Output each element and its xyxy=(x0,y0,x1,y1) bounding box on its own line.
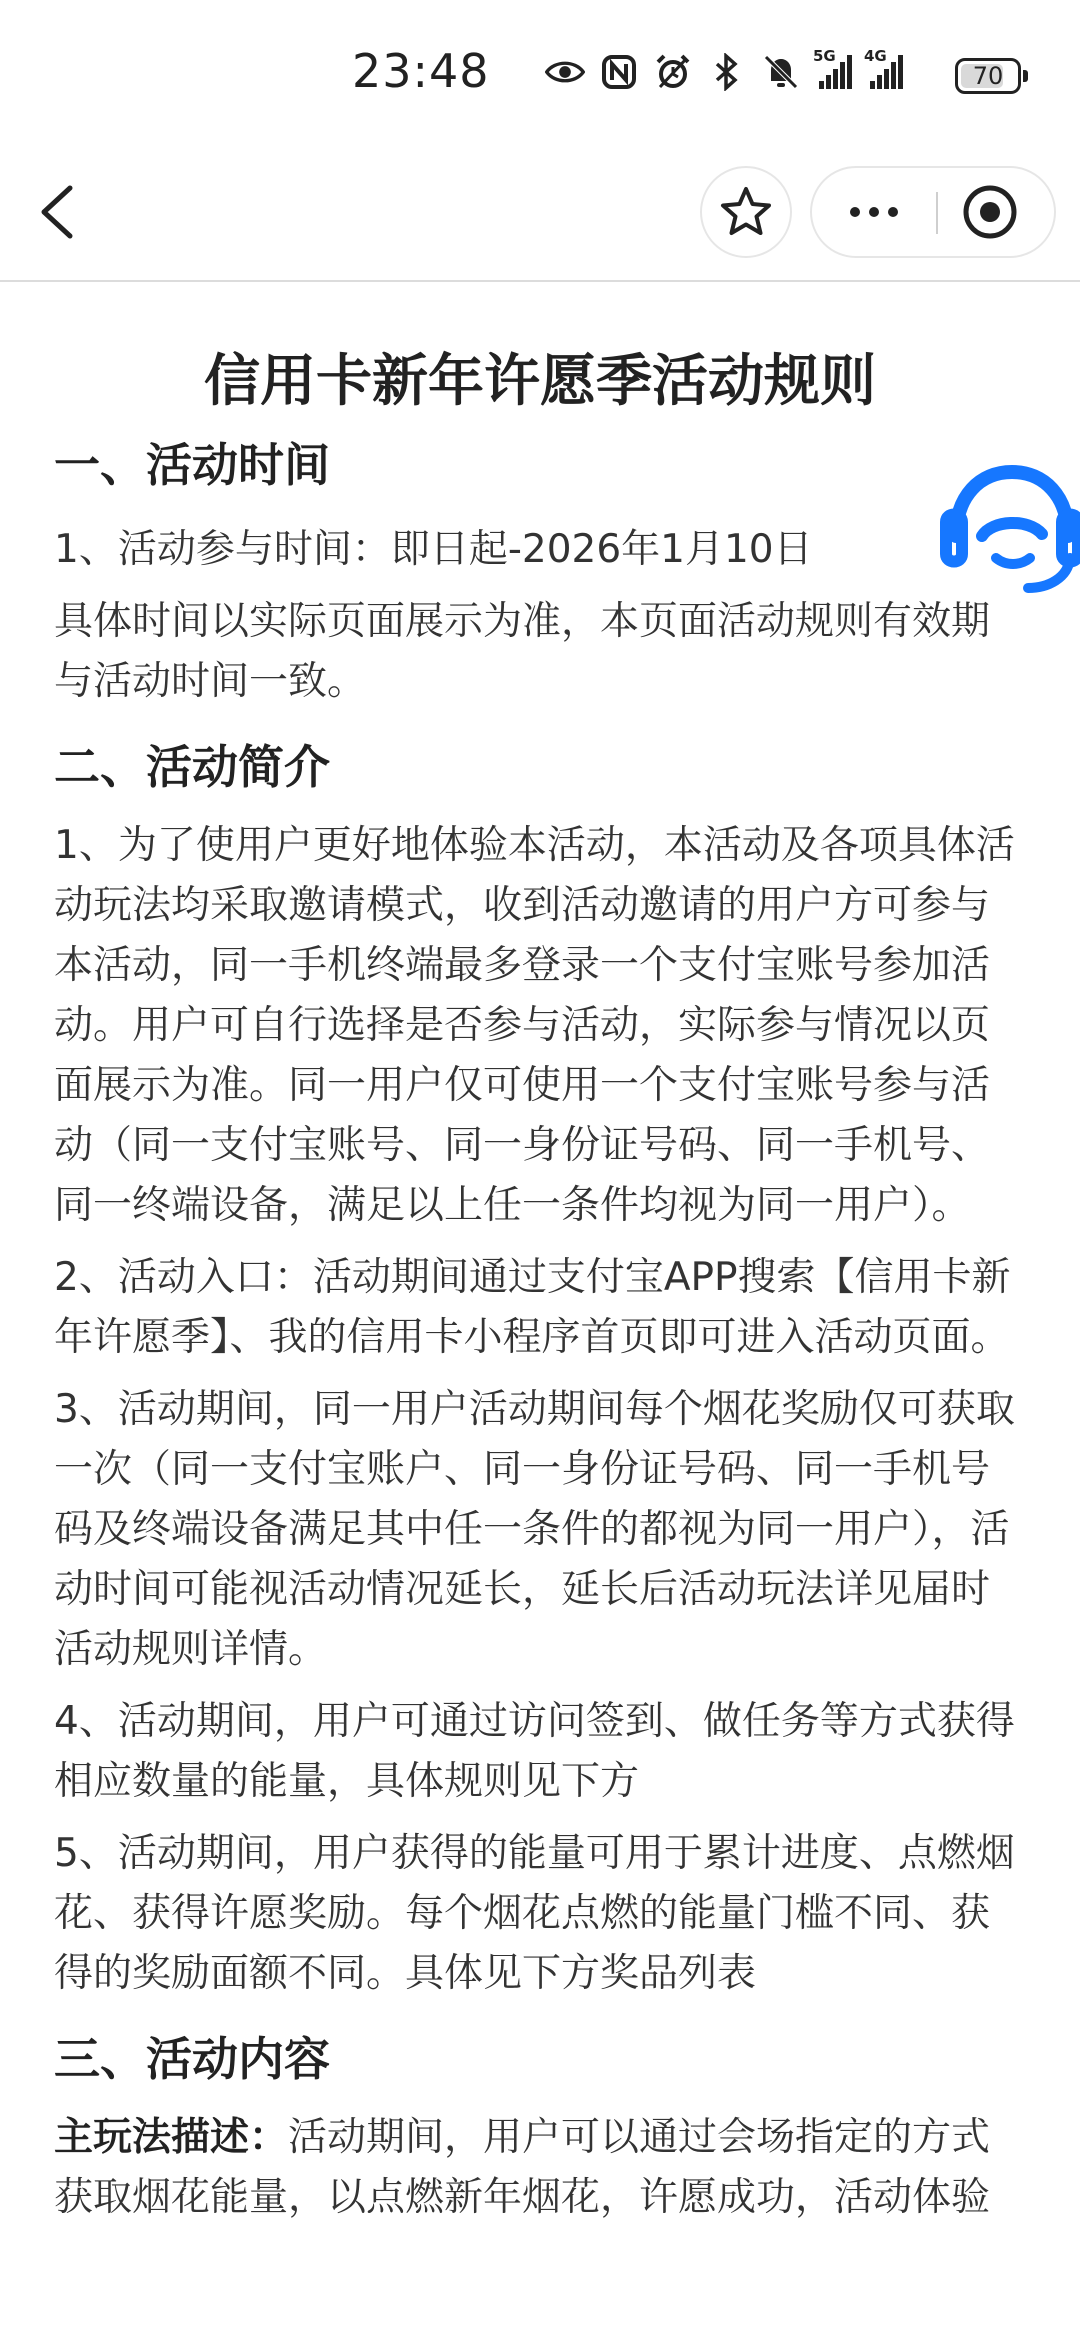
status-time: 23:48 xyxy=(352,44,490,98)
paragraph: 2、活动入口：活动期间通过支付宝APP搜索【信用卡新年许愿季】、我的信用卡小程序首页即可进入活动页面。 xyxy=(54,1255,1011,1360)
favorite-button[interactable] xyxy=(700,166,792,258)
customer-service-button[interactable] xyxy=(932,458,1080,598)
paragraph: 5、活动期间，用户获得的能量可用于累计进度、点燃烟花、获得许愿奖励。每个烟花点燃的能量门槛不同、获得的奖励面额不同。具体见下方奖品列表 xyxy=(54,1831,1015,1996)
capsule-divider xyxy=(936,192,938,234)
alarm-icon xyxy=(653,52,693,92)
star-icon xyxy=(719,185,773,239)
paragraph: 1、为了使用户更好地体验本活动，本活动及各项具体活动玩法均采取邀请模式，收到活动邀请的用户方可参与本活动，同一手机终端最多登录一个支付宝账号参加活动。用户可自行选择是否参与活动，实际参与情况以页面展示为准。同一用户仅可使用一个支付宝账号参与活动（同一支付宝账号、同一身份证号码、同一手机号、同一终端设备，满足以上任一条件均视为同一用户）。 xyxy=(54,823,1015,1228)
lead-label: 主玩法描述： xyxy=(54,2115,289,2160)
paragraph: 具体时间以实际页面展示为准，本页面活动规则有效期与活动时间一致。 xyxy=(54,599,991,704)
back-button[interactable] xyxy=(30,182,90,242)
section-heading: 一、活动时间 xyxy=(54,438,330,492)
close-button[interactable] xyxy=(962,184,1018,240)
status-bar xyxy=(0,0,1080,150)
paragraph: 3、活动期间，同一用户活动期间每个烟花奖励仅可获取一次（同一支付宝账户、同一身份证号码、同一手机号码及终端设备满足其中任一条件的都视为同一用户），活动时间可能视活动情况延长，延长后活动玩法详见届时活动规则详情。 xyxy=(54,1387,1015,1672)
paragraph: 4、活动期间，用户可通过访问签到、做任务等方式获得相应数量的能量，具体规则见下方 xyxy=(54,1699,1015,1804)
lead-text: 活动期间，用户可以通过会场指定的方式获取烟花能量，以点燃新年烟花，许愿成功，活动体验 xyxy=(54,2115,991,2220)
more-button[interactable] xyxy=(812,168,936,256)
signal-4g-icon: 4G xyxy=(866,55,903,89)
customer-service-icon xyxy=(932,458,1080,598)
page-title: 信用卡新年许愿季活动规则 xyxy=(204,349,876,414)
section-heading: 二、活动简介 xyxy=(54,740,330,794)
chevron-left-icon xyxy=(30,182,90,242)
signal-5g-icon: 5G xyxy=(815,55,852,89)
status-icons xyxy=(545,47,903,92)
bluetooth-icon xyxy=(707,52,747,92)
rules-document xyxy=(54,282,1026,2228)
more-dots-icon xyxy=(850,207,860,217)
eye-icon xyxy=(545,52,585,92)
mute-icon xyxy=(761,52,801,92)
target-close-icon xyxy=(962,184,1018,240)
battery-level: 70 xyxy=(972,62,1004,90)
section-heading: 三、活动内容 xyxy=(54,2032,330,2086)
battery-indicator xyxy=(955,58,1021,94)
mini-program-capsule xyxy=(810,166,1056,258)
paragraph xyxy=(54,2108,1026,2228)
paragraph: 1、活动参与时间：即日起-2026年1月10日 xyxy=(54,527,813,572)
nav-bar xyxy=(0,150,1080,282)
nfc-icon xyxy=(599,52,639,92)
